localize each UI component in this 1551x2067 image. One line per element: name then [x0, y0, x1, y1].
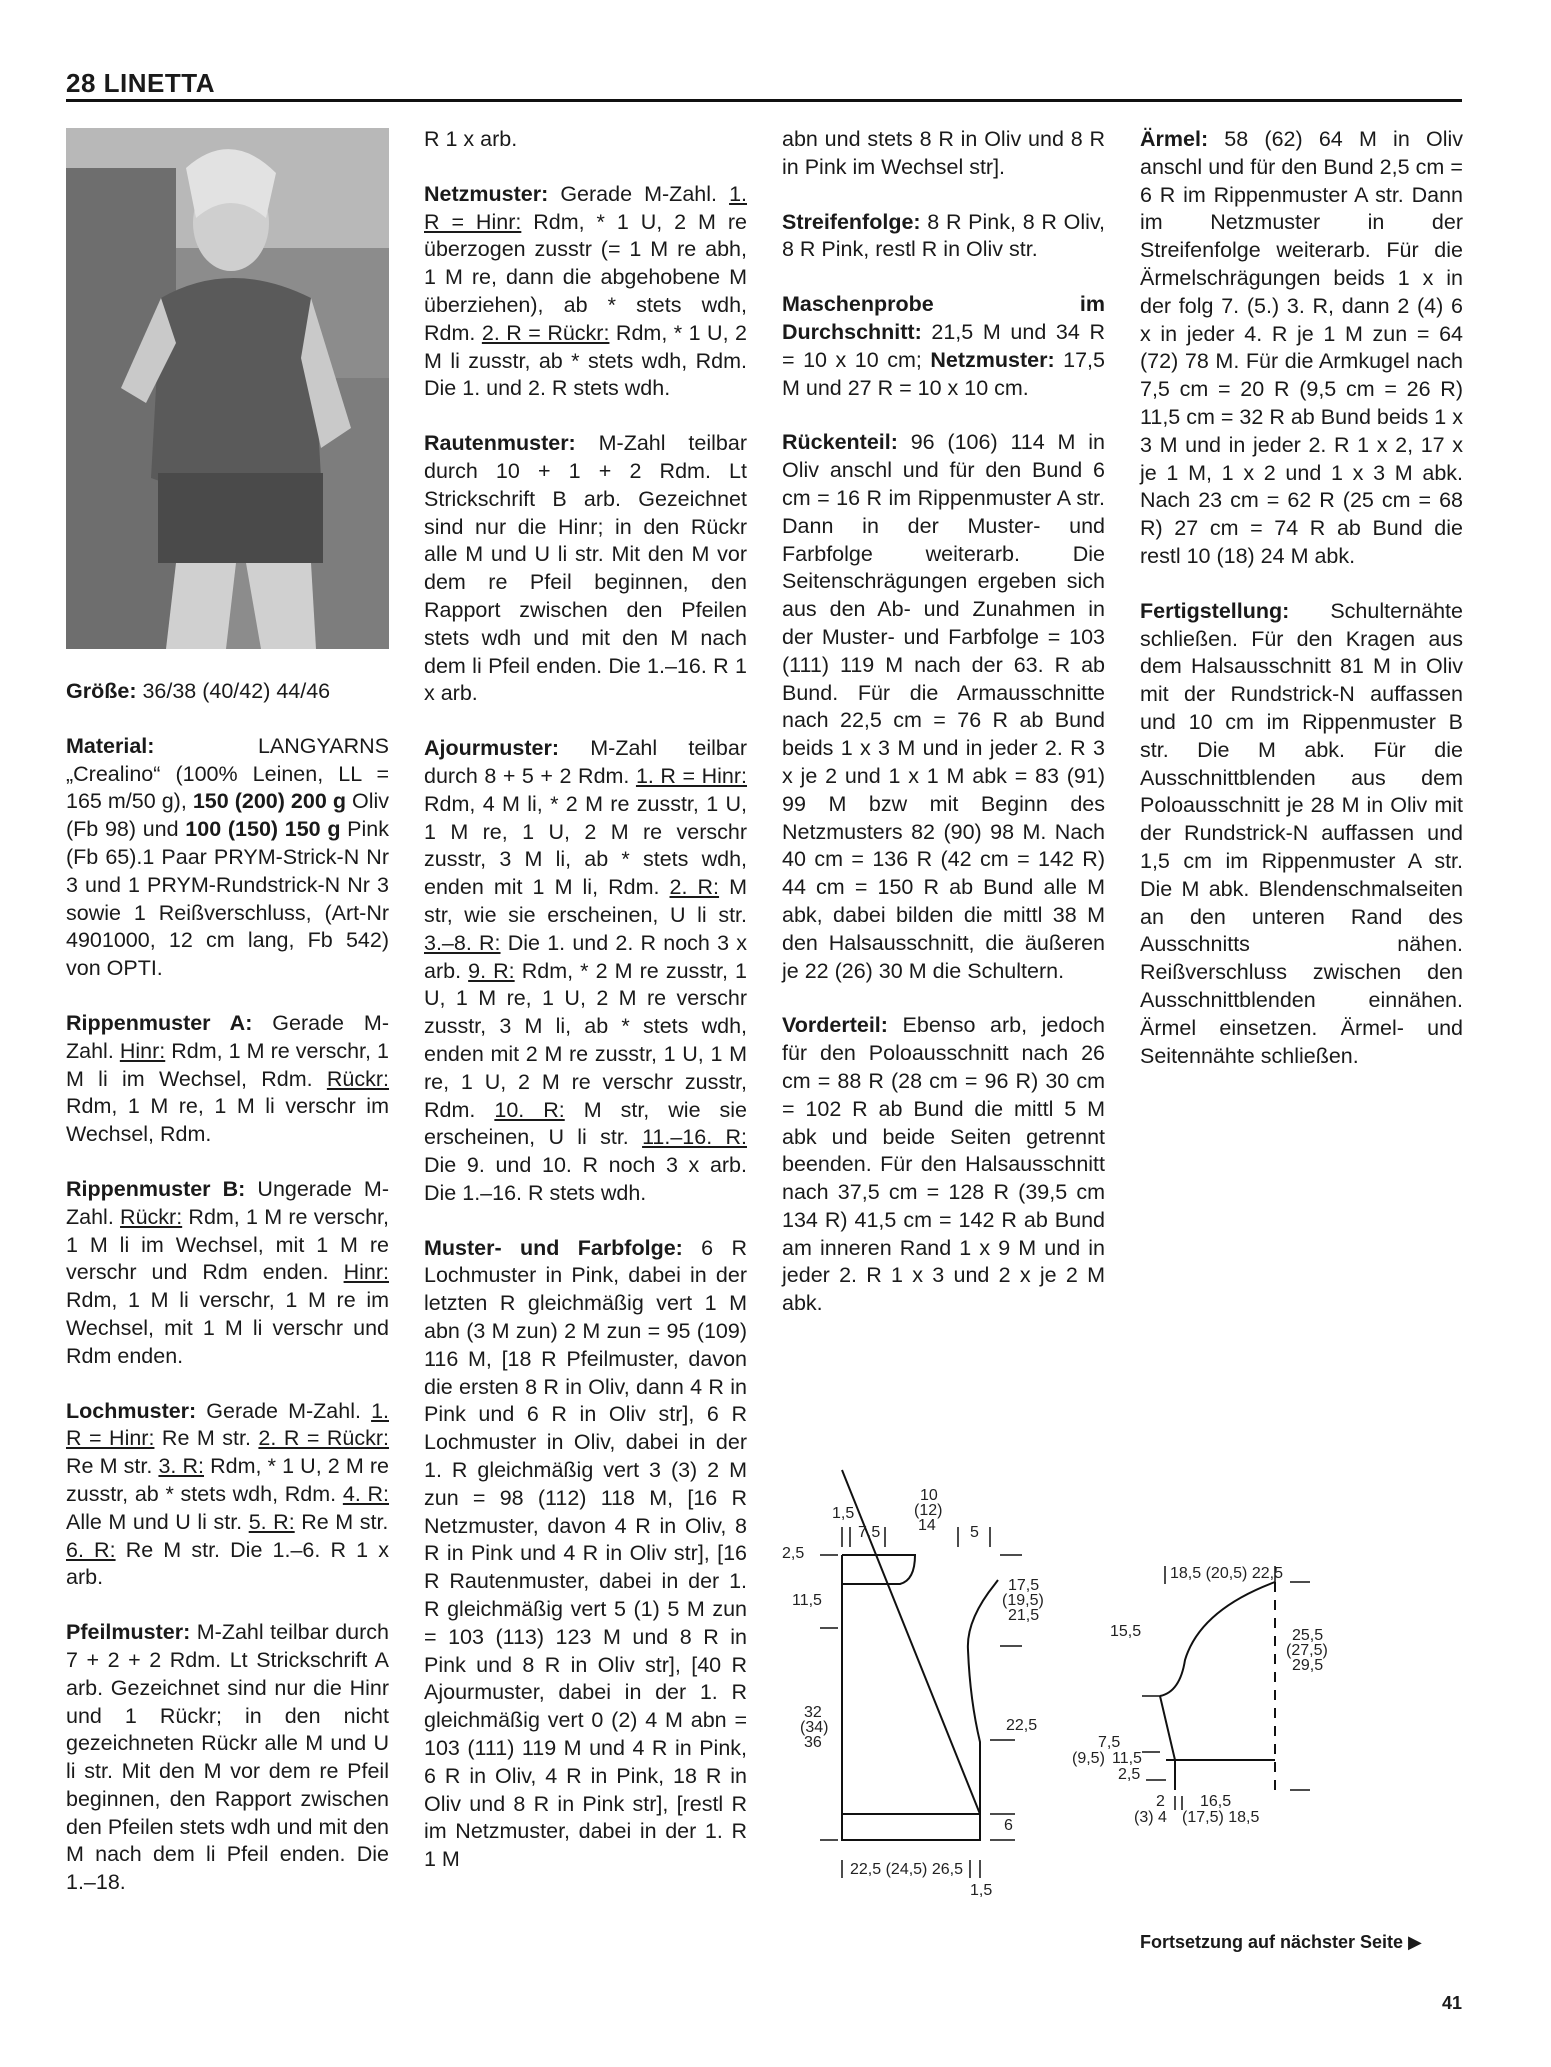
dim-label: 17,5	[1008, 1577, 1040, 1594]
dim-label: 21,5	[1008, 1607, 1040, 1624]
row-label: 10. R:	[494, 1097, 565, 1122]
dim-label: 29,5	[1292, 1657, 1324, 1674]
sleeve-dimension-ticks	[1142, 1566, 1310, 1810]
dim-label: 22,5	[1006, 1717, 1038, 1734]
row-label: 3. R:	[158, 1454, 204, 1479]
row-label: 4. R:	[342, 1481, 390, 1506]
size-label: Größe:	[66, 679, 137, 703]
row-label: Hinr:	[119, 1038, 166, 1063]
text: Die 9. und 10. R noch 3 x arb. Die 1.–16. R stets wdh.	[424, 1153, 747, 1205]
dim-label: (27,5)	[1286, 1642, 1328, 1659]
column-2	[424, 126, 747, 1901]
text: 96 (106) 114 M in Oliv anschl und für den Bund 6 cm = 16 R im Rippenmuster A str. Dann in der Muster- und Farbfolge weiterarb. Die Seitenschrägungen ergeben sich aus den Ab- und Zunahmen in der Muster- und Farbfolge = 103 (111) 119 M nach der 63. R ab Bund. Für die Armausschnitte nach 22,5 cm = 76 R ab Bund beids 1 x 3 M und in jeder 2. R 3 x je 2 und 1 x 1 M abk = 83 (91) 99 M bzw mit Beginn des Netzmusters 82 (90) 98 M. Nach 40 cm = 136 R (42 cm = 142 R) 44 cm = 150 R ab Bund alle M abk, dabei bilden die mittl 38 M den Halsausschnitt, die äußeren je 22 (26) 30 M die Schultern.	[782, 430, 1105, 983]
text: Ebenso arb, jedoch für den Poloausschnitt nach 26 cm = 88 R (28 cm = 96 R) 30 cm = 102 R ab Bund die mittl 5 M abk und beide Seiten getrennt beenden. Für den Halsausschnitt nach 37,5 cm = 128 R (39,5 cm 134 R) 41,5 cm = 142 R ab Bund am inneren Rand 1 x 9 M und in jeder 2. R 1 x 3 und 2 x je 2 M abk.	[782, 1013, 1105, 1316]
size-text: 36/38 (40/42) 44/46	[136, 679, 331, 703]
model-photo	[66, 128, 389, 649]
vorderteil-label: Vorderteil:	[782, 1013, 888, 1038]
row-label: Rückr:	[326, 1066, 389, 1091]
text: Rdm, * 1 U, 2 M li zusstr, ab * stets wdh, Rdm. Die 1. und 2. R stets wdh.	[424, 320, 747, 401]
text: Rdm, * 2 M re zusstr, 1 U, 1 M re, 1 U, 2 M re verschr zusstr, 3 M li, ab * stets wdh, enden mit 2 M re zusstr, 1 U, 1 M re, 1 U, 2 M re verschr zusstr, Rdm.	[424, 958, 748, 1122]
text: Rdm, * 1 U, 2 M re überzogen zusstr (= 1 M re abh, 1 M re, dann die abgehobene M überziehen), ab * stets wdh, Rdm.	[424, 209, 747, 345]
material-paragraph	[66, 733, 389, 983]
material-label: Material:	[66, 733, 155, 758]
title-rule	[66, 99, 1462, 102]
dim-label: 7,5	[1098, 1734, 1121, 1751]
dim-label: 11,5	[792, 1592, 822, 1609]
continue-next-page: Fortsetzung auf nächster Seite ▶	[1140, 1932, 1422, 1952]
dim-label: 1,5	[970, 1882, 993, 1899]
text: Alle M und U li str.	[66, 1509, 249, 1534]
row-label: Rückr:	[120, 1204, 183, 1229]
rippenmuster-b-label: Rippenmuster B:	[66, 1176, 246, 1201]
maschenprobe-paragraph	[782, 291, 1105, 402]
text: 17,5 M und 27 R = 10 x 10 cm.	[782, 347, 1105, 400]
schematic-diagram	[770, 1470, 1490, 1899]
dim-label: (3) 4	[1134, 1809, 1167, 1826]
row-label: 3.–8. R:	[424, 930, 501, 955]
text: 21,5 M und 34 R = 10 x 10 cm;	[782, 319, 1105, 372]
dim-label: 2,5	[782, 1545, 805, 1562]
dim-label: (19,5)	[1002, 1592, 1044, 1609]
dim-label: 7,5	[858, 1524, 881, 1541]
netzmuster-paragraph	[424, 181, 747, 403]
rueckenteil-paragraph	[782, 429, 1105, 985]
text: 8 R Pink, 8 R Oliv, 8 R Pink, restl R in Oliv str.	[782, 209, 1105, 262]
row-label: 9. R:	[468, 958, 515, 983]
text: M-Zahl teilbar durch 8 + 5 + 2 Rdm.	[424, 736, 747, 788]
material-amount-oliv: 150 (200) 200 g	[192, 789, 346, 814]
dim-label: 14	[918, 1517, 936, 1534]
aermel-paragraph	[1140, 126, 1463, 571]
sleeve-labels	[1072, 1565, 1328, 1826]
text: 58 (62) 64 M in Oliv anschl und für den Bund 2,5 cm = 6 R im Rippenmuster A str. Dann im Netzmuster in der Streifenfolge weiterarb. Für die Ärmelschrägungen beids 1 x in der folg 7. (5.) 3. R, dann 2 (4) 6 x in jeder 4. R je 1 M zun = 64 (72) 78 M. Für die Armkugel nach 7,5 cm = 20 R (9,5 cm = 26 R) 11,5 cm = 32 R ab Bund beids 1 x 3 M und in jeder 2. R 1 x 2, 17 x je 1 M, 1 x 2 und 1 x 3 M abk. Nach 23 cm = 62 R (25 cm = 68 R) 27 cm = 74 R ab Bund die restl 10 (18) 24 M abk.	[1140, 127, 1463, 568]
rippenmuster-b-paragraph	[66, 1176, 389, 1371]
text: Re M str.	[154, 1426, 259, 1451]
text: Die 1. und 2. R noch 3 x arb.	[424, 930, 748, 983]
muster-farbfolge-label: Muster- und Farbfolge:	[424, 1235, 683, 1260]
text: Re M str. Die 1.–6. R 1 x arb.	[66, 1537, 389, 1590]
row-label: 2. R:	[669, 875, 720, 900]
dim-label: 36	[804, 1734, 822, 1751]
text: M-Zahl teilbar durch 10 + 1 + 2 Rdm. Lt Strickschrift B arb. Gezeichnet sind nur die Hinr; in den Rückr alle M und U li str. Mit den M vor dem re Pfeil beginnen, den Rapport zwischen den Pfeilen stets wdh und mit den M nach dem li Pfeil enden. Die 1.–16. R 1 x arb.	[424, 431, 747, 706]
text: Rdm, 4 M li, * 2 M re zusstr, 1 U, 1 M re, 1 U, 2 M re verschr zusstr, 3 M li, ab * stets wdh, enden mit 1 M li, Rdm.	[424, 791, 747, 900]
row-label: Hinr:	[343, 1260, 389, 1285]
material-text: Pink (Fb 65).1 Paar PRYM-Strick-N Nr 3 und 1 PRYM-Rundstrick-N Nr 3 sowie 1 Reißverschluss, (Art-Nr 4901000, 12 cm lang, Fb 542) von OPTI.	[66, 817, 389, 981]
column-1	[66, 678, 389, 1924]
text: Re M str.	[294, 1509, 389, 1534]
dim-label: 11,5	[1112, 1750, 1142, 1767]
pfeilmuster-label: Pfeilmuster:	[66, 1620, 191, 1645]
text: Rdm, 1 M re, 1 M li verschr im Wechsel, Rdm.	[66, 1094, 389, 1147]
row-label: 1. R = Hinr:	[635, 763, 747, 788]
dim-label: 22,5 (24,5) 26,5	[850, 1861, 963, 1878]
dim-label: 18,5 (20,5) 22,5	[1170, 1565, 1283, 1582]
rib-line	[842, 1470, 980, 1814]
continued-text: abn und stets 8 R in Oliv und 8 R in Pink im Wechsel str].	[782, 127, 1105, 179]
row-label: 2. R = Rückr:	[258, 1426, 389, 1451]
sleeve-side	[1160, 1696, 1175, 1790]
continued-text: R 1 x arb.	[424, 127, 518, 151]
netzmuster-label: Netzmuster:	[930, 347, 1055, 372]
text: Rdm, 1 M re verschr, 1 M li im Wechsel, Rdm.	[66, 1038, 389, 1091]
body-outline	[842, 1555, 998, 1840]
dim-label: (34)	[800, 1719, 829, 1736]
sleeve-schematic	[1160, 1582, 1275, 1790]
page-title: 28 LINETTA	[66, 68, 215, 98]
text: Gerade M-Zahl.	[66, 1010, 389, 1063]
row-label: 2. R = Rückr:	[481, 320, 610, 345]
aermel-label: Ärmel:	[1140, 127, 1209, 151]
row-label: 11.–16. R:	[642, 1125, 747, 1150]
dim-label: 2	[1156, 1793, 1165, 1810]
body-labels	[782, 1487, 1044, 1899]
text: Gerade M-Zahl.	[196, 1398, 372, 1423]
dim-label: 16,5	[1200, 1793, 1232, 1810]
vorderteil-paragraph	[782, 1012, 1105, 1318]
streifenfolge-label: Streifenfolge:	[782, 209, 921, 234]
text: Rdm, 1 M li verschr, 1 M re im Wechsel, mit 1 M li verschr und Rdm enden.	[66, 1288, 389, 1368]
sleeve-cap	[1160, 1582, 1275, 1696]
dim-label: 1,5	[832, 1505, 855, 1522]
text: Schulternähte schließen. Für den Kragen aus dem Halsausschnitt 81 M in Oliv mit der Rundstrick-N auffassen und 10 cm im Rippenmuster B str. Die M abk. Für die Ausschnittblenden aus dem Poloausschnitt je 28 M in Oliv mit der Rundstrick-N auffassen und 1,5 cm im Rippenmuster A str. Die M abk. Blendenschmalseiten an den unteren Rand des Ausschnitts nähen. Reißverschluss zwischen den Ausschnittblenden einnähen. Ärmel einsetzen. Ärmel- und Seitennähte schließen.	[1140, 598, 1463, 1068]
material-text: LANGYARNS „Crealino“ (100% Leinen, LL = 165 m/50 g),	[66, 733, 389, 814]
row-label: 5. R:	[248, 1509, 295, 1534]
column-4	[1140, 126, 1463, 1097]
row-label: 6. R:	[66, 1537, 116, 1562]
text: Rdm, * 1 U, 2 M re zusstr, ab * stets wdh, Rdm.	[66, 1454, 390, 1506]
rippenmuster-a-paragraph	[66, 1010, 389, 1149]
streifenfolge-paragraph	[782, 209, 1105, 265]
material-amount-pink: 100 (150) 150 g	[185, 817, 341, 842]
ajourmuster-label: Ajourmuster:	[424, 736, 559, 761]
text: M str, wie sie erscheinen, U li str.	[424, 1097, 747, 1150]
rueckenteil-label: Rückenteil:	[782, 430, 898, 455]
lochmuster-label: Lochmuster:	[66, 1398, 197, 1423]
text: Gerade M-Zahl.	[548, 181, 730, 206]
dim-label: 32	[804, 1704, 822, 1721]
rautenmuster-label: Rautenmuster:	[424, 431, 576, 456]
lochmuster-paragraph	[66, 1398, 389, 1593]
text: Rdm, 1 M re verschr, 1 M li im Wechsel, mit 1 M re verschr und Rdm enden.	[66, 1204, 389, 1285]
pfeilmuster-paragraph	[66, 1619, 389, 1897]
page-number: 41	[1442, 1993, 1463, 2013]
fertigstellung-label: Fertigstellung:	[1140, 598, 1290, 623]
dim-label: (9,5)	[1072, 1750, 1105, 1767]
model-photo-illustration	[66, 128, 389, 649]
dim-label: 6	[1004, 1817, 1013, 1834]
ajourmuster-paragraph	[424, 735, 747, 1208]
dim-label: 5	[970, 1524, 979, 1541]
muster-farbfolge-paragraph	[424, 1235, 747, 1874]
maschenprobe-label: Maschenprobe im Durchschnitt:	[782, 292, 1105, 344]
dim-label: 2,5	[1118, 1766, 1141, 1783]
text: 6 R Lochmuster in Pink, dabei in der letzten R gleichmäßig vert 1 M abn (3 M zun) 2 M zun = 95 (109) 116 M, [18 R Pfeilmuster, davon die ersten 8 R in Oliv, dann 4 R in Pink und 6 R in Oliv str], 6 R Lochmuster in Oliv, dabei in der 1. R gleichmäßig vert 3 (3) 2 M zun = 98 (112) 118 M, [16 R Netzmuster, davon 4 R in Oliv, 8 R in Pink und 4 R in Oliv str], [16 R Rautenmuster, dabei in der 1. R gleichmäßig vert 5 (1) 5 M zun = 103 (113) 123 M und 8 R in Pink und 8 R in Oliv str], [40 R Ajourmuster, dabei in der 1. R gleichmäßig vert 0 (2) 4 M abn = 103 (111) 119 M und 4 R in Pink, 6 R in Oliv, 4 R in Pink, 18 R in Oliv und 8 R in Pink str], [restl R im Netzmuster, dabei in der 1. R 1 M	[424, 1235, 747, 1872]
dim-label: (12)	[914, 1502, 943, 1519]
dim-label: 25,5	[1292, 1627, 1324, 1644]
row-label: 1. R = Hinr:	[66, 1398, 389, 1451]
text: M str, wie sie erscheinen, U li str.	[424, 875, 748, 927]
dim-label: 15,5	[1110, 1623, 1142, 1640]
row-label: 1. R = Hinr:	[424, 181, 747, 234]
rippenmuster-a-label: Rippenmuster A:	[66, 1010, 253, 1035]
body-dimension-ticks	[820, 1527, 1022, 1878]
rautenmuster-paragraph	[424, 430, 747, 708]
column-3	[782, 126, 1105, 1345]
text: Ungerade M-Zahl.	[66, 1176, 389, 1229]
netzmuster-label: Netzmuster:	[424, 181, 549, 206]
size-paragraph	[66, 678, 389, 706]
dim-label: 10	[920, 1487, 938, 1504]
text: Re M str.	[66, 1454, 159, 1479]
text: M-Zahl teilbar durch 7 + 2 + 2 Rdm. Lt Strickschrift A arb. Gezeichnet sind nur die Hinr und 1 Rückr; in den nicht gezeichneten Rückr alle M und U li str. Mit den M vor dem re Pfeil beginnen, den Rapport zwischen den Pfeilen stets wdh und mit den M nach dem li Pfeil enden. Die 1.–18.	[66, 1620, 389, 1895]
dim-label: (17,5) 18,5	[1182, 1809, 1260, 1826]
material-text: Oliv (Fb 98) und	[66, 789, 389, 842]
fertigstellung-paragraph	[1140, 598, 1463, 1071]
